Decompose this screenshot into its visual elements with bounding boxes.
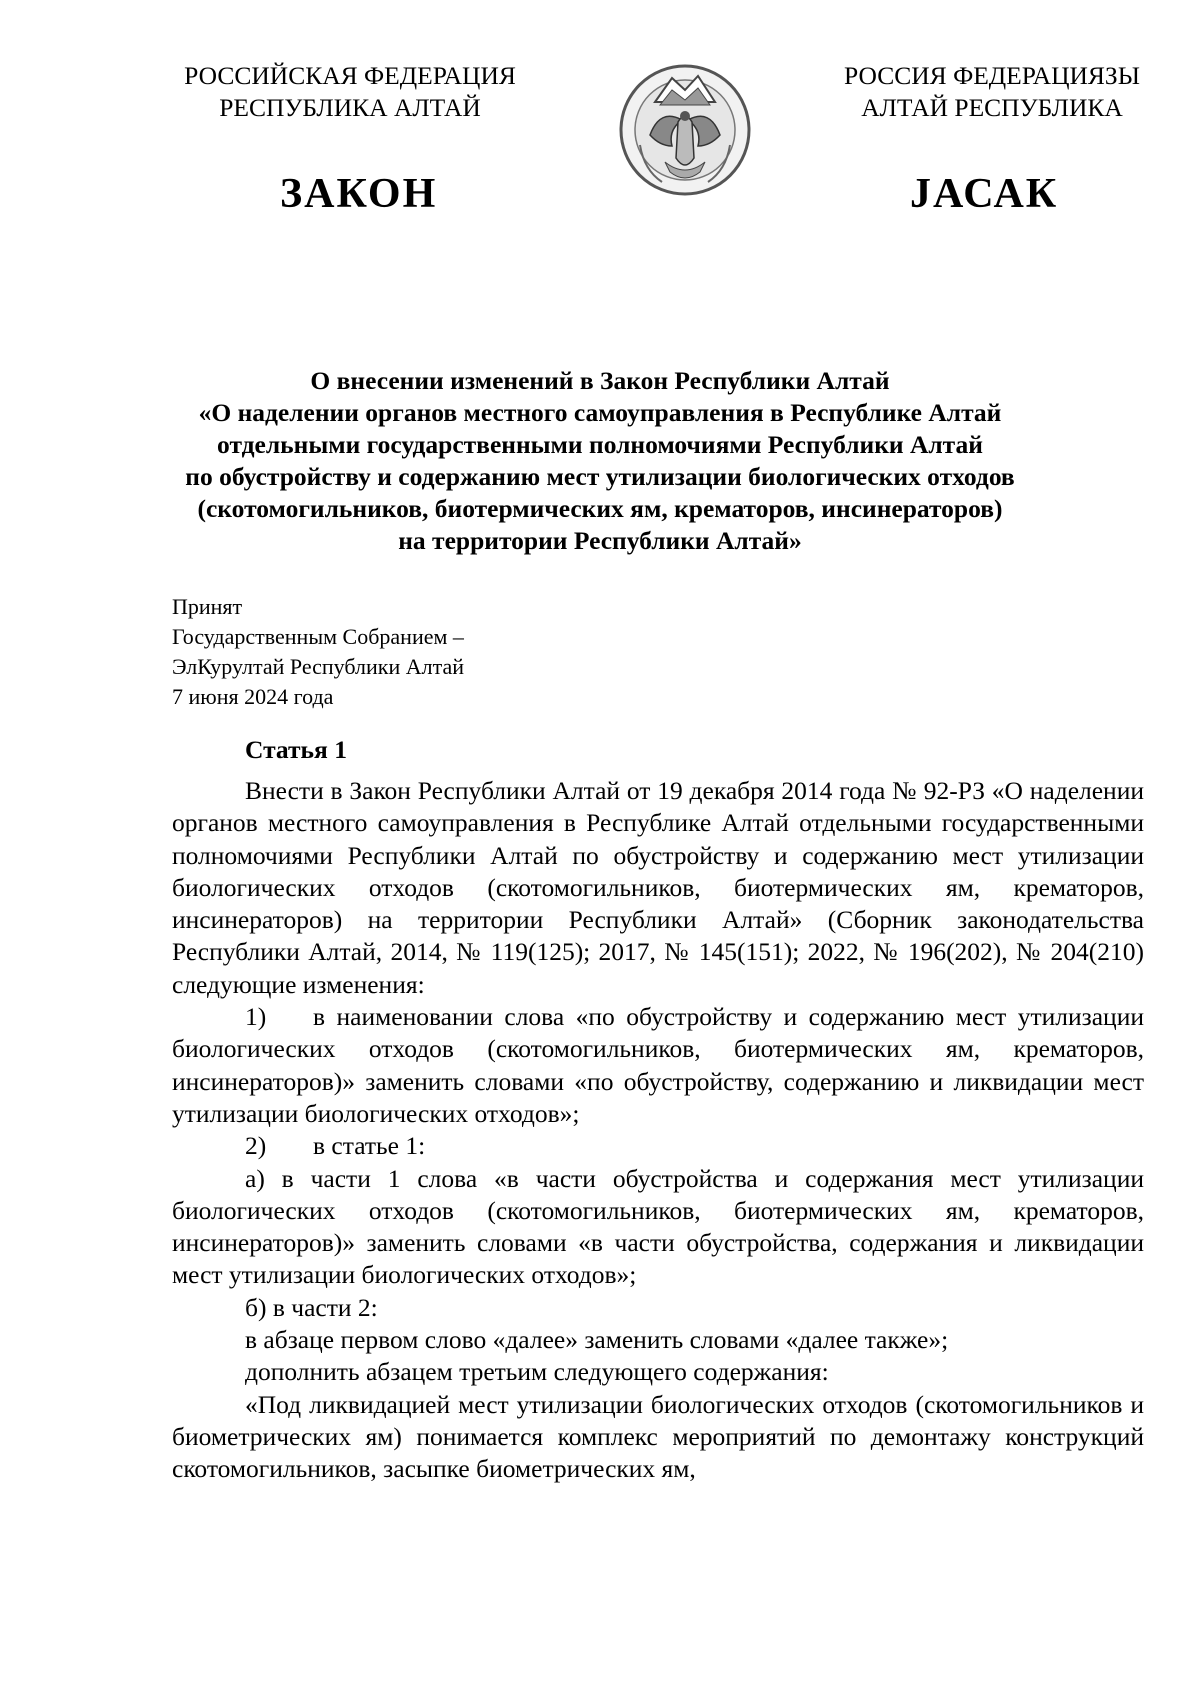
header-left	[150, 60, 550, 124]
title-line: (скотомогильников, биотермических ям, крематоров, инсинераторов)	[197, 494, 1003, 523]
title-line: «О наделении органов местного самоуправления в Республике Алтай	[198, 398, 1002, 427]
article-intro-paragraph: Внести в Закон Республики Алтай от 19 декабря 2014 года № 92-РЗ «О наделении органов местного самоуправления в Республике Алтай отдельными государственными полномочиями Республики Алтай по обустройству и содержанию мест утилизации биологических отходов (скотомогильников, биотермических ям, крематоров, инсинераторов) на территории Республики Алтай» (Сборник законодательства Республики Алтай, 2014, № 119(125); 2017, № 145(151); 2022, № 196(202), № 204(210) следующие изменения:	[172, 776, 1144, 999]
quoted-paragraph: «Под ликвидацией мест утилизации биологических отходов (скотомогильников и биометрических ям) понимается комплекс мероприятий по демонтажу конструкций скотомогильников, засыпке биометрических ям,	[172, 1389, 1144, 1484]
law-title-altai: JАСАК	[910, 171, 1059, 217]
header-right-line1: РОССИЯ ФЕДЕРАЦИЯЗЫ	[844, 61, 1140, 90]
item-text: в статье 1:	[313, 1131, 426, 1161]
article-body	[172, 775, 1144, 1486]
header-right-line2: АЛТАЙ РЕСПУБЛИКА	[861, 93, 1123, 122]
amendment-item-1	[172, 1001, 1144, 1130]
item-number: 1)	[245, 1002, 267, 1032]
title-line: отдельными государственными полномочиями Республики Алтай	[217, 430, 983, 459]
document-title	[150, 365, 1050, 557]
adoption-line: Принят	[172, 594, 243, 619]
header-left-line2: РЕСПУБЛИКА АЛТАЙ	[219, 93, 481, 122]
item-number: 2)	[245, 1131, 267, 1161]
adoption-line: Государственным Собранием –	[172, 624, 464, 649]
title-line: на территории Республики Алтай»	[398, 526, 802, 555]
paragraph: в абзаце первом слово «далее» заменить словами «далее также»;	[245, 1325, 949, 1355]
coat-of-arms-emblem	[610, 50, 760, 210]
adoption-line: ЭлКурултай Республики Алтай	[172, 654, 465, 679]
sub-item-b: б) в части 2:	[245, 1292, 378, 1322]
header-right	[812, 60, 1172, 124]
item-text: в наименовании слова «по обустройству и содержанию мест утилизации биологических отходов (скотомогильников, биотермических ям, крематоров, инсинераторов)» заменить словами «по обустройству, содержанию и ликвидации мест утилизации биологических отходов»;	[172, 1002, 1144, 1128]
paragraph: дополнить абзацем третьим следующего содержания:	[245, 1357, 829, 1387]
adoption-date: 7 июня 2024 года	[172, 684, 334, 709]
adoption-block	[172, 592, 464, 712]
amendment-item-2	[172, 1130, 1144, 1162]
header-left-line1: РОССИЙСКАЯ ФЕДЕРАЦИЯ	[184, 61, 516, 90]
sub-item-a: а) в части 1 слова «в части обустройства и содержания мест утилизации биологических отходов (скотомогильников, биотермических ям, крематоров, инсинераторов)» заменить словами «в части обустройства, содержания и ликвидации мест утилизации биологических отходов»;	[172, 1163, 1144, 1290]
article-heading: Статья 1	[245, 735, 347, 764]
law-title-russian: ЗАКОН	[280, 171, 438, 217]
title-line: по обустройству и содержанию мест утилизации биологических отходов	[185, 462, 1015, 491]
title-line: О внесении изменений в Закон Республики Алтай	[310, 366, 890, 395]
